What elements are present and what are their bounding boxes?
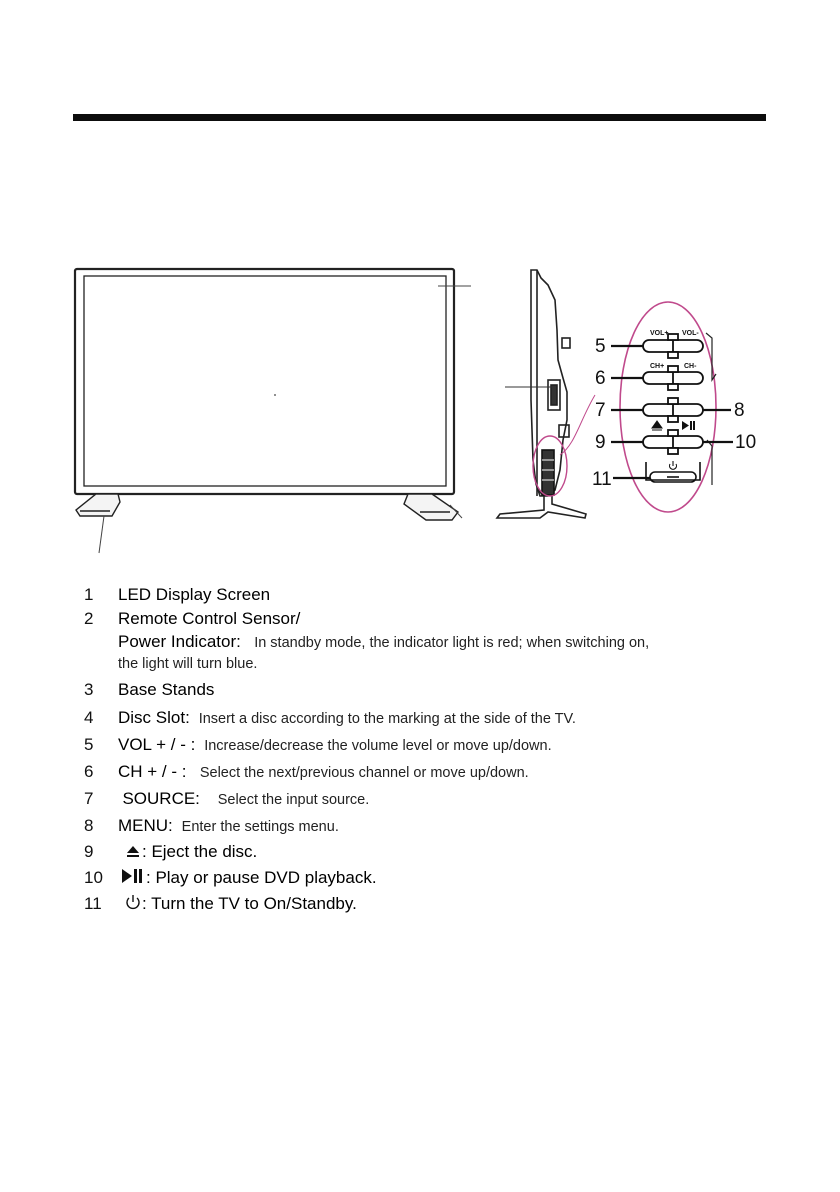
vol-plus-label: VOL+ (650, 330, 669, 337)
tv-diagram (0, 0, 840, 560)
legend-number: 10 (84, 868, 103, 887)
legend-description: Select the input source. (217, 792, 370, 808)
legend-term: SOURCE: (122, 789, 200, 808)
panel-eject-icon (652, 421, 662, 430)
legend-number: 9 (84, 842, 94, 861)
legend-number: 11 (84, 894, 102, 913)
legend-number: 4 (84, 708, 94, 727)
legend-description: Enter the settings menu. (181, 819, 339, 835)
legend-number: 1 (84, 585, 94, 604)
legend-item (0, 679, 840, 705)
play-pause-icon (120, 867, 146, 885)
legend-number: 6 (84, 762, 94, 781)
legend-term: VOL + / - : (118, 735, 196, 754)
vol-minus-label: VOL- (682, 330, 699, 337)
panel-play-pause-icon (682, 421, 695, 430)
legend-description: the light will turn blue. (118, 656, 258, 672)
callout-11: 11 (592, 469, 612, 490)
base-stand-left (76, 494, 120, 516)
legend-item (0, 893, 840, 919)
callout-5: 5 (595, 336, 606, 357)
power-icon (124, 893, 142, 911)
callout-6: 6 (595, 368, 606, 389)
legend-number: 5 (84, 735, 94, 754)
legend-item (0, 788, 840, 814)
legend-term: Base Stands (118, 680, 215, 699)
legend-term: : Play or pause DVD playback. (146, 868, 377, 887)
legend-term: Remote Control Sensor/ (118, 609, 301, 628)
legend-description: Select the next/previous channel or move up/down. (199, 765, 529, 781)
callout-9: 9 (595, 432, 606, 453)
tv-side-view (497, 270, 586, 518)
control-panel-detail (620, 302, 716, 512)
legend-description: In standby mode, the indicator light is red; when switching on, (254, 635, 650, 651)
legend-item (0, 841, 840, 867)
legend-number: 8 (84, 816, 94, 835)
legend-term: LED Display Screen (118, 585, 271, 604)
legend-term: : Eject the disc. (142, 842, 258, 861)
leader-line-stand (99, 516, 104, 553)
panel-power-icon (670, 461, 677, 469)
legend-term: CH + / - : (118, 762, 187, 781)
legend-item (0, 867, 840, 893)
legend-description: Increase/decrease the volume level or move up/down. (204, 738, 552, 754)
legend-description: Insert a disc according to the marking at the side of the TV. (198, 711, 576, 727)
eject-icon (124, 843, 142, 859)
legend-term: Disc Slot: (118, 708, 190, 727)
legend-item (0, 707, 840, 733)
base-stand-right (404, 494, 458, 520)
legend-item (0, 815, 840, 841)
callout-10: 10 (735, 432, 757, 453)
legend-item (0, 734, 840, 760)
legend-item (0, 584, 840, 610)
legend-item (0, 653, 840, 679)
legend-term: Power Indicator: (118, 632, 241, 651)
legend-term: MENU: (118, 816, 173, 835)
legend-number: 7 (84, 789, 94, 808)
ch-minus-label: CH- (684, 363, 697, 370)
callout-7: 7 (595, 400, 606, 421)
legend-number: 2 (84, 609, 94, 628)
legend-number: 3 (84, 680, 94, 699)
callout-8: 8 (734, 400, 745, 421)
legend-item (0, 761, 840, 787)
legend-term: : Turn the TV to On/Standby. (142, 894, 357, 913)
tv-front-view (75, 269, 454, 494)
ch-plus-label: CH+ (650, 363, 665, 370)
